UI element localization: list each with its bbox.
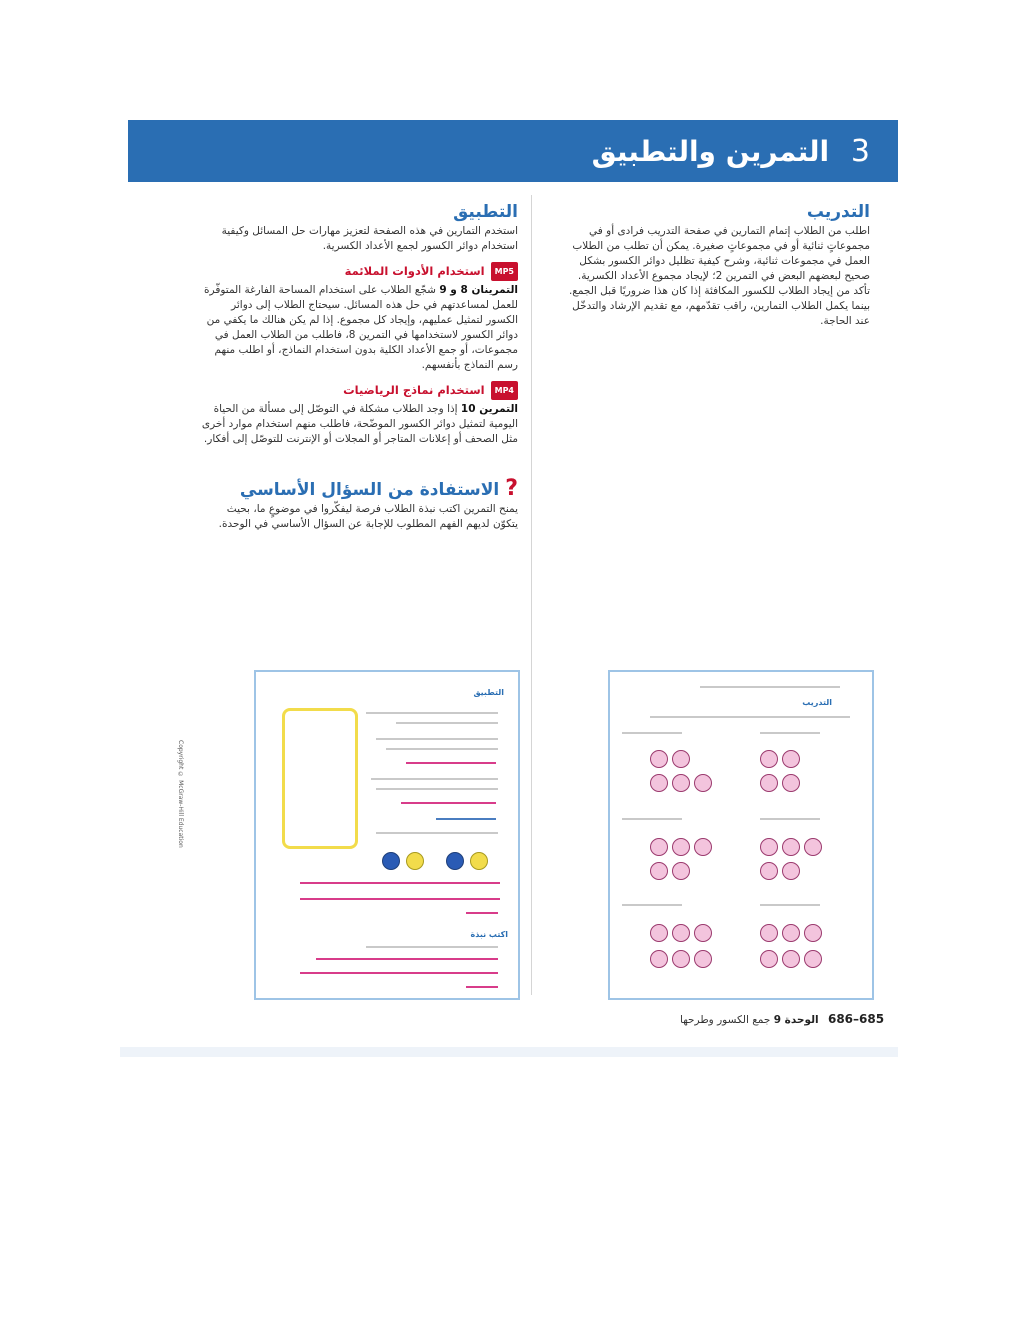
section-number: 3: [850, 134, 870, 169]
tools-text: شجّع الطلاب على استخدام المساحة الفارغة المتوفّرة للعمل لمساعدتهم في حل هذه المسائل. سيحتاج الطلاب إلى دوائر الكسور لتمثيل عمليهم، وإيجاد كل مجموع. إذا لم يكن هنالك ما يكفي من دوائر الكسور لاستخدامها في التمرين 8، فاطلب من الطلاب العمل في مجموعات، أو جمع الأعداد الكلية بدون استخدام النماذج، أو اطلب منهم رسم النماذج بأنفسهم.: [204, 284, 518, 371]
thumb-left-title: التطبيق: [473, 688, 504, 697]
page-numbers: 685–686: [827, 1012, 885, 1026]
essential-question-section: [200, 476, 518, 532]
practice-text: اطلب من الطلاب إتمام التمارين في صفحة التدريب فرادى أو في مجموعاتٍ ثنائية أو في مجموعاتٍ صغيرة. يمكن أن تطلب من الطلاب العمل في مجموعات ثنائية، وشرح كيفية تظليل دوائر الكسور بشكل صحيح لبعضهم البعض في التمرين 2؛ لإيجاد مجموع الأعداد الكسرية. تأكد من إيجاد الطلاب للكسور المكافئة إذا كان هذا ضروريًا قبل الجمع. بينما يكمل الطلاب التمارين، راقب تقدّمهم، مع تقديم الإرشاد والتدخّل عند الحاجة.: [568, 225, 870, 327]
tools-lead: التمرينان 8 و 9: [439, 284, 518, 296]
work-space-box: [282, 708, 358, 849]
application-intro: استخدم التمارين في هذه الصفحة لتعزيز مهارات حل المسائل وكيفية استخدام دوائر الكسور لجمع الأعداد الكسرية.: [221, 225, 518, 252]
tools-subheading: [200, 262, 518, 281]
models-title: استخدام نماذج الرياضيات: [343, 383, 485, 397]
models-text: إذا وجد الطلاب مشكلة في التوصّل إلى مسألة من الحياة اليومية لتمثيل دوائر الكسور الموضّحة، فاطلب منهم استخدام موارد أخرى مثل الصحف أو إعلانات المتاجر أو المجلات أو الإنترنت للتوصّل إلى أفكار.: [201, 403, 518, 445]
essential-heading: ?الاستفادة من السؤال الأساسي: [239, 476, 518, 501]
unit-label: الوحدة 9: [773, 1014, 819, 1026]
unit-title: جمع الكسور وطرحها: [680, 1014, 771, 1026]
practice-column: [560, 202, 870, 329]
copyright-credit: Copyright © McGraw-Hill Education: [177, 740, 184, 848]
tools-paragraph: [200, 283, 518, 373]
mp4-tag: MP4: [491, 381, 518, 400]
essential-text: يمنح التمرين اكتب نبذة الطلاب فرصة ليفكّروا في موضوعٍ ما، بحيث يتكوّن لديهم الفهم المطلوب للإجابة عن السؤال الأساسي في الوحدة.: [218, 503, 518, 530]
tools-title: استخدام الأدوات الملائمة: [344, 264, 485, 278]
practice-page-thumbnail: [608, 670, 874, 1000]
section-banner: [128, 120, 898, 182]
thumb-right-title: التدريب: [802, 698, 832, 707]
section-title: [592, 134, 870, 169]
bottom-band: [120, 1047, 898, 1057]
practice-heading: التدريب: [806, 202, 870, 222]
application-column: [200, 202, 518, 532]
models-subheading: [200, 381, 518, 400]
page-footer: [680, 1012, 884, 1026]
column-divider: [531, 195, 532, 995]
models-lead: التمرين 10: [460, 403, 518, 415]
models-paragraph: [200, 402, 518, 447]
section-title-text: التمرين والتطبيق: [591, 135, 830, 168]
thumb-left-write: اكتب نبذة: [470, 930, 508, 939]
mp5-tag: MP5: [491, 262, 518, 281]
application-page-thumbnail: [254, 670, 520, 1000]
question-mark-icon: ?: [505, 476, 518, 501]
application-heading: التطبيق: [453, 202, 518, 222]
